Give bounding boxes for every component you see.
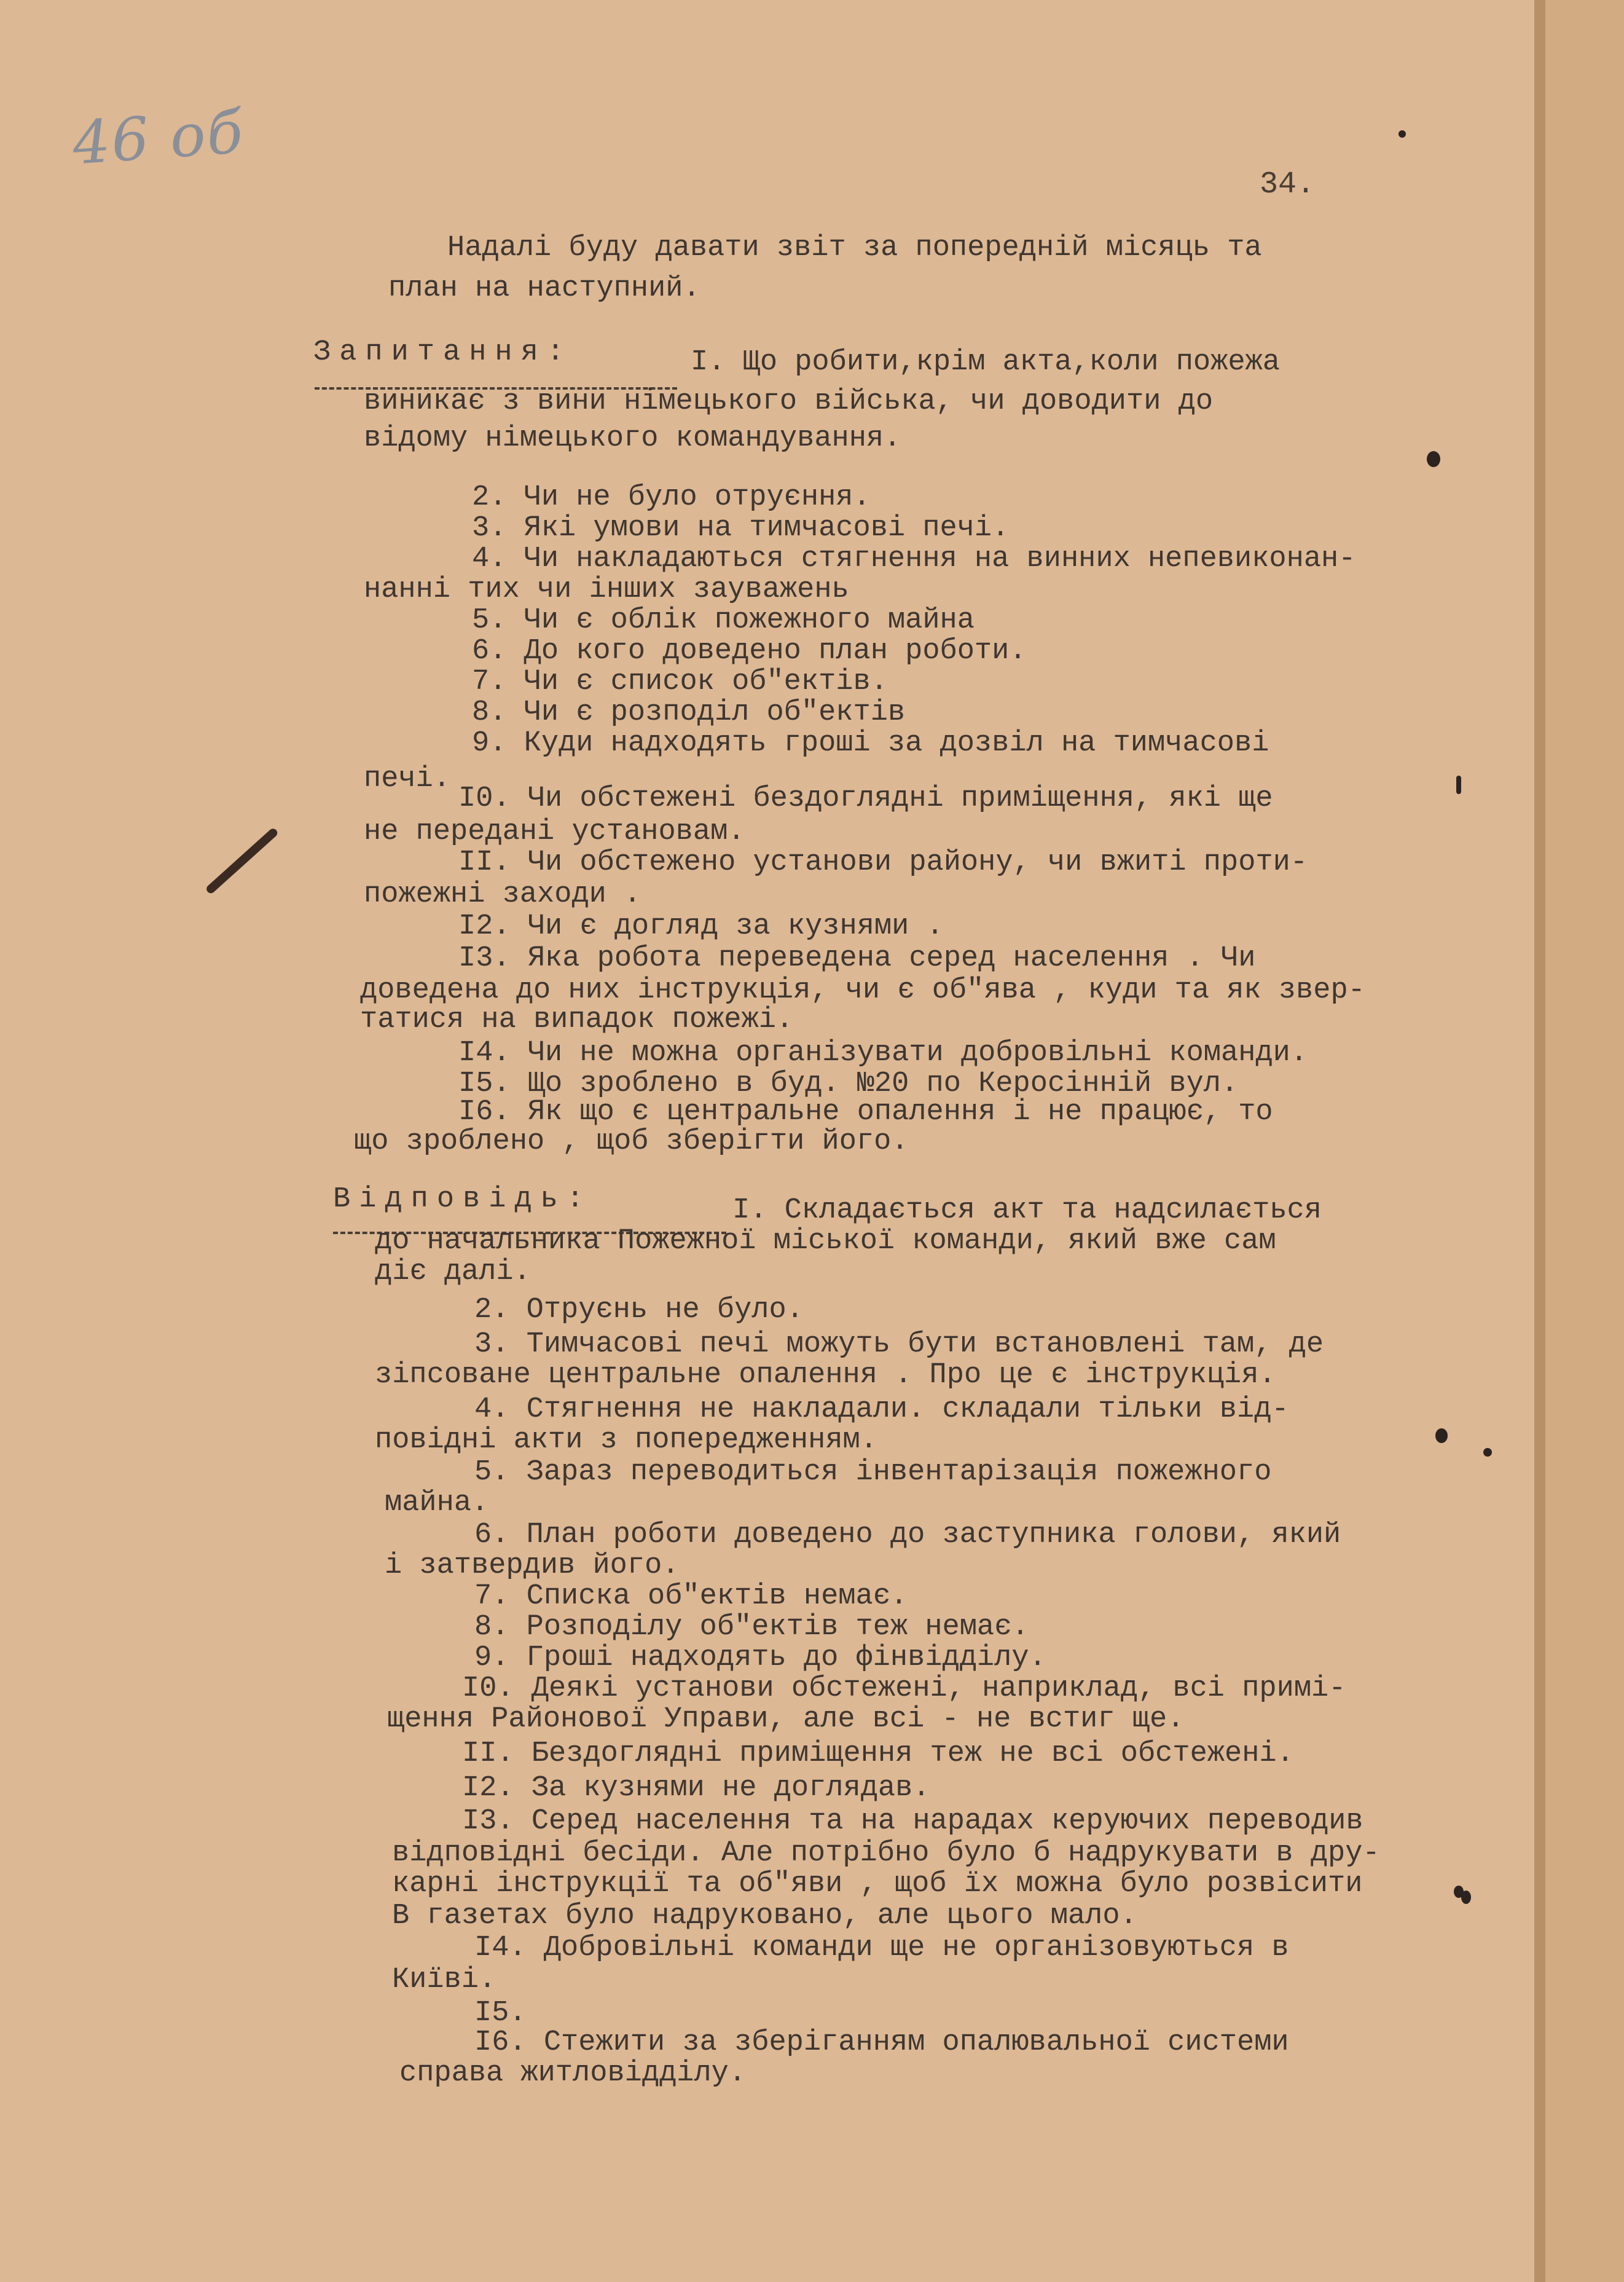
intro-line-1: Надалі буду давати звіт за попередній місяць та [447,232,1262,264]
answer-line: 9. Гроші надходять до фінвідділу. [474,1642,1046,1674]
answer-line: щення Районової Управи, але всі - не встиг ще. [387,1703,1185,1736]
archive-folio-mark: 46 об [70,97,246,178]
answer-line: майна. [385,1487,489,1519]
ink-speck [1483,1448,1492,1457]
question-line: 6. До кого доведено план роботи. [472,635,1027,667]
answer-line: І4. Добровільні команди ще не організовуються в [474,1932,1289,1964]
ink-stroke-mark [205,827,279,895]
question-line: 5. Чи є облік пожежного майна [472,604,975,637]
question-line: 8. Чи є розподіл об"ектів [472,696,906,729]
question-line: 7. Чи є список об"ектів. [472,666,888,698]
question-line: І3. Яка робота переведена серед населення . Чи [458,942,1256,975]
answer-line: діє далі. [375,1256,531,1288]
answer-line: зіпсоване центральне опалення . Про це є інструкція. [375,1359,1276,1391]
answer-line: повідні акти з попередженням. [375,1424,877,1457]
page-number: 34. [1260,167,1316,202]
question-line: виникає з вини німецького війська, чи доводити до [364,385,1214,418]
answer-line: 2. Отруєнь не було. [474,1294,804,1326]
ink-speck [1427,451,1440,467]
question-line: не передані установам. [364,816,745,848]
question-line: пожежні заходи . [364,878,641,911]
answer-line: до начальника Пожежної міської команди, який вже сам [375,1225,1276,1257]
question-line: відому німецького командування. [364,422,901,455]
question-line: 4. Чи накладаються стягнення на винних непевиконан- [472,543,1356,575]
answer-line: і затвердив його. [385,1549,680,1582]
question-line: печі. [364,763,451,795]
answers-heading: Відповідь: [333,1183,593,1216]
question-line: І2. Чи є догляд за кузнями . [458,910,944,943]
answer-line: І. Складається акт та надсилається [732,1194,1322,1227]
question-line: І4. Чи не можна організувати добровільні команди. [458,1037,1308,1069]
ink-speck [1456,776,1461,794]
answer-line: 3. Тимчасові печі можуть бути встановлені там, де [474,1328,1324,1361]
questions-heading: Запитання: [313,336,573,369]
answer-line: І5. [474,1997,527,2029]
answer-line: відповідні бесіди. Але потрібно було б надрукувати в дру- [392,1837,1380,1870]
question-line: 2. Чи не було отруєння. [472,481,871,514]
answer-line: В газетах було надруковано, але цього мало. [392,1900,1137,1932]
answer-line: карні інструкції та об"яви , щоб їх можна було розвісити [392,1868,1363,1900]
question-line: татися на випадок пожежі. [360,1004,794,1036]
question-line: 3. Які умови на тимчасові печі. [472,512,1010,545]
intro-line-2: план на наступний. [388,272,700,305]
answer-line: І3. Серед населення та на нарадах керуючих переводив [462,1805,1363,1838]
answer-line: Київі. [392,1964,496,1996]
question-line: 9. Куди надходять гроші за дозвіл на тимчасові [472,727,1269,760]
question-line: І. Що робити,крім акта,коли пожежа [691,346,1280,379]
ink-speck [1398,130,1406,138]
answer-line: справа житловідділу. [399,2057,747,2090]
answer-line: 5. Зараз переводиться інвентарізація пожежного [474,1456,1272,1489]
question-line: нанні тих чи інших зауважень [364,573,849,606]
answer-line: І6. Стежити за зберіганням опалювальної системи [474,2026,1289,2059]
answer-line: 8. Розподілу об"ектів теж немає. [474,1611,1029,1643]
answer-line: 4. Стягнення не накладали. складали тільки від- [474,1393,1289,1426]
answer-line: 7. Списка об"ектів немає. [474,1580,908,1613]
ink-speck [1461,1891,1471,1904]
question-line: що зроблено , щоб зберігти його. [354,1125,909,1158]
question-line: І0. Чи обстежені бездоглядні приміщення, які ще [458,782,1273,815]
answer-line: І0. Деякі установи обстежені, наприклад, всі примі- [462,1672,1346,1705]
answer-line: ІІ. Бездоглядні приміщення теж не всі обстежені. [462,1737,1294,1770]
answer-line: 6. План роботи доведено до заступника голови, який [474,1519,1341,1551]
ink-speck [1435,1428,1448,1443]
question-line: І6. Як що є центральне опалення і не працює, то [458,1096,1273,1128]
answer-line: І2. За кузнями не доглядав. [462,1772,930,1804]
question-line: доведена до них інструкція, чи є об"ява , куди та як звер- [360,974,1365,1007]
question-line: І5. Що зроблено в буд. №20 по Керосінній вул. [458,1068,1239,1100]
question-line: ІІ. Чи обстежено установи району, чи вжиті проти- [458,846,1308,879]
